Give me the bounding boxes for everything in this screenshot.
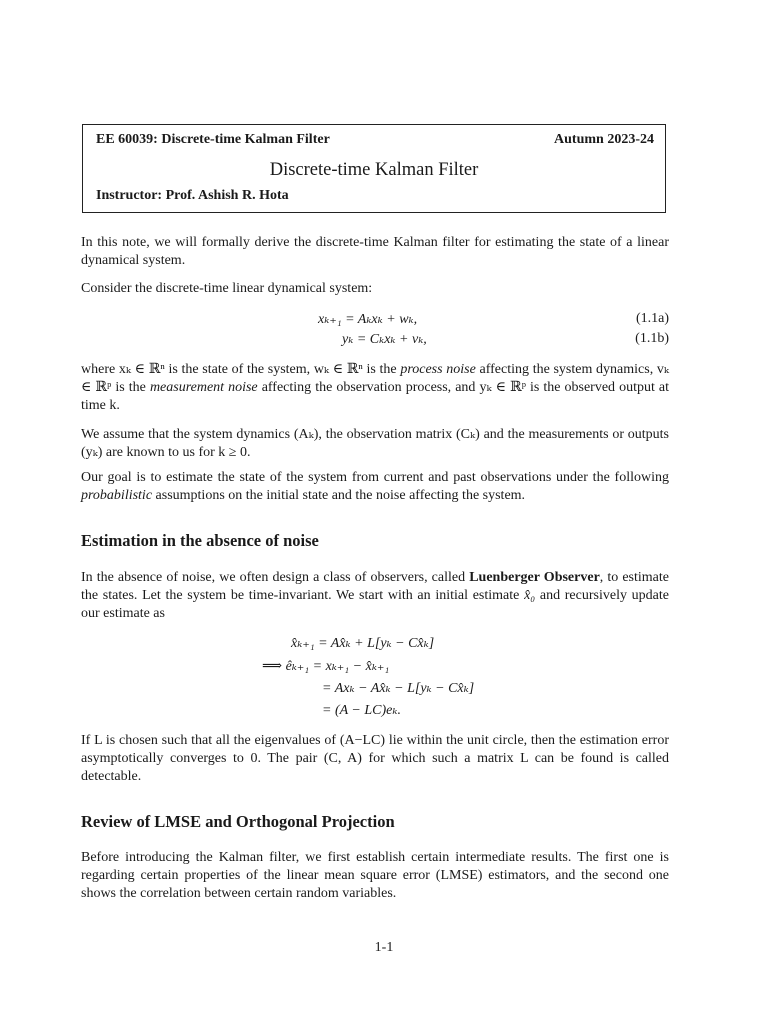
term-label: Autumn 2023-24 — [554, 132, 654, 147]
equation-1-1a-tag: (1.1a) — [635, 311, 669, 326]
lecture-header-box — [82, 124, 666, 213]
derivation-line-4: = (A − LC)eₖ. — [322, 703, 401, 718]
assumption-paragraph: We assume that the system dynamics (Aₖ), the observation matrix (Cₖ) and the measurements or outputs (yₖ) are known to us for k ≥ 0. — [81, 427, 669, 460]
lmse-paragraph: Before introducing the Kalman filter, we first establish certain intermediate results. The first one is regarding certain properties of the linear mean square error (LMSE) estimators, and the second one shows the correlation between certain random variables. — [81, 850, 669, 901]
initial-estimate-symbol: x̂₀ — [524, 588, 536, 603]
probabilistic-term: probabilistic — [81, 488, 153, 503]
course-title: EE 60039: Discrete-time Kalman Filter — [96, 132, 330, 147]
intro-paragraph: In this note, we will formally derive the discrete-time Kalman filter for estimating the state of a linear dynamical system. — [81, 235, 669, 268]
where-text-2: affecting the system dynamics, vₖ ∈ ℝᵖ is the — [81, 362, 670, 395]
derivation-line-2: ⟹ êₖ₊₁ = xₖ₊₁ − x̂ₖ₊₁ — [262, 659, 390, 674]
section-heading-noise-free: Estimation in the absence of noise — [81, 531, 319, 550]
instructor-line: Instructor: Prof. Ashish R. Hota — [96, 188, 289, 203]
luenberger-text-mid: , to estimate the states. Let the system be time-invariant. We start with an initial estimate — [81, 570, 669, 603]
derivation-line-1: x̂ₖ₊₁ = Ax̂ₖ + L[yₖ − Cx̂ₖ] — [291, 636, 435, 651]
derivation-line-3: = Axₖ − Ax̂ₖ − L[yₖ − Cx̂ₖ] — [322, 681, 475, 696]
detectability-paragraph: If L is chosen such that all the eigenvalues of (A−LC) lie within the unit circle, then the estimation error asymptotically converges to 0. The pair (C, A) for which such a matrix L can be found is called detectable. — [81, 733, 669, 784]
where-text-3: affecting the observation process, and yₖ ∈ ℝᵖ is the observed output at time k. — [81, 380, 670, 413]
page-number: 1-1 — [374, 940, 394, 955]
measurement-noise-term: measurement noise — [149, 380, 258, 395]
goal-paragraph — [81, 469, 669, 505]
luenberger-observer-term: Luenberger Observer — [469, 570, 600, 585]
where-text-1: where xₖ ∈ ℝⁿ is the state of the system, wₖ ∈ ℝⁿ is the — [81, 362, 401, 377]
equation-1-1b: yₖ = Cₖxₖ + vₖ, — [342, 332, 427, 347]
process-noise-term: process noise — [400, 362, 476, 377]
luenberger-text-pre: In the absence of noise, we often design a class of observers, called — [81, 570, 470, 585]
section-heading-lmse: Review of LMSE and Orthogonal Projection — [81, 812, 395, 831]
document-title: Discrete-time Kalman Filter — [269, 160, 479, 180]
luenberger-paragraph — [81, 569, 669, 623]
luenberger-text-post: and recursively update our estimate as — [81, 588, 669, 621]
goal-text-pre: Our goal is to estimate the state of the system from current and past observations under the following — [81, 470, 669, 485]
consider-paragraph: Consider the discrete-time linear dynamical system: — [81, 281, 373, 296]
equation-1-1a: xₖ₊₁ = Aₖxₖ + wₖ, — [318, 312, 418, 327]
where-paragraph — [81, 361, 669, 415]
goal-text-post: assumptions on the initial state and the noise affecting the system. — [152, 488, 526, 503]
equation-1-1b-tag: (1.1b) — [635, 331, 669, 346]
